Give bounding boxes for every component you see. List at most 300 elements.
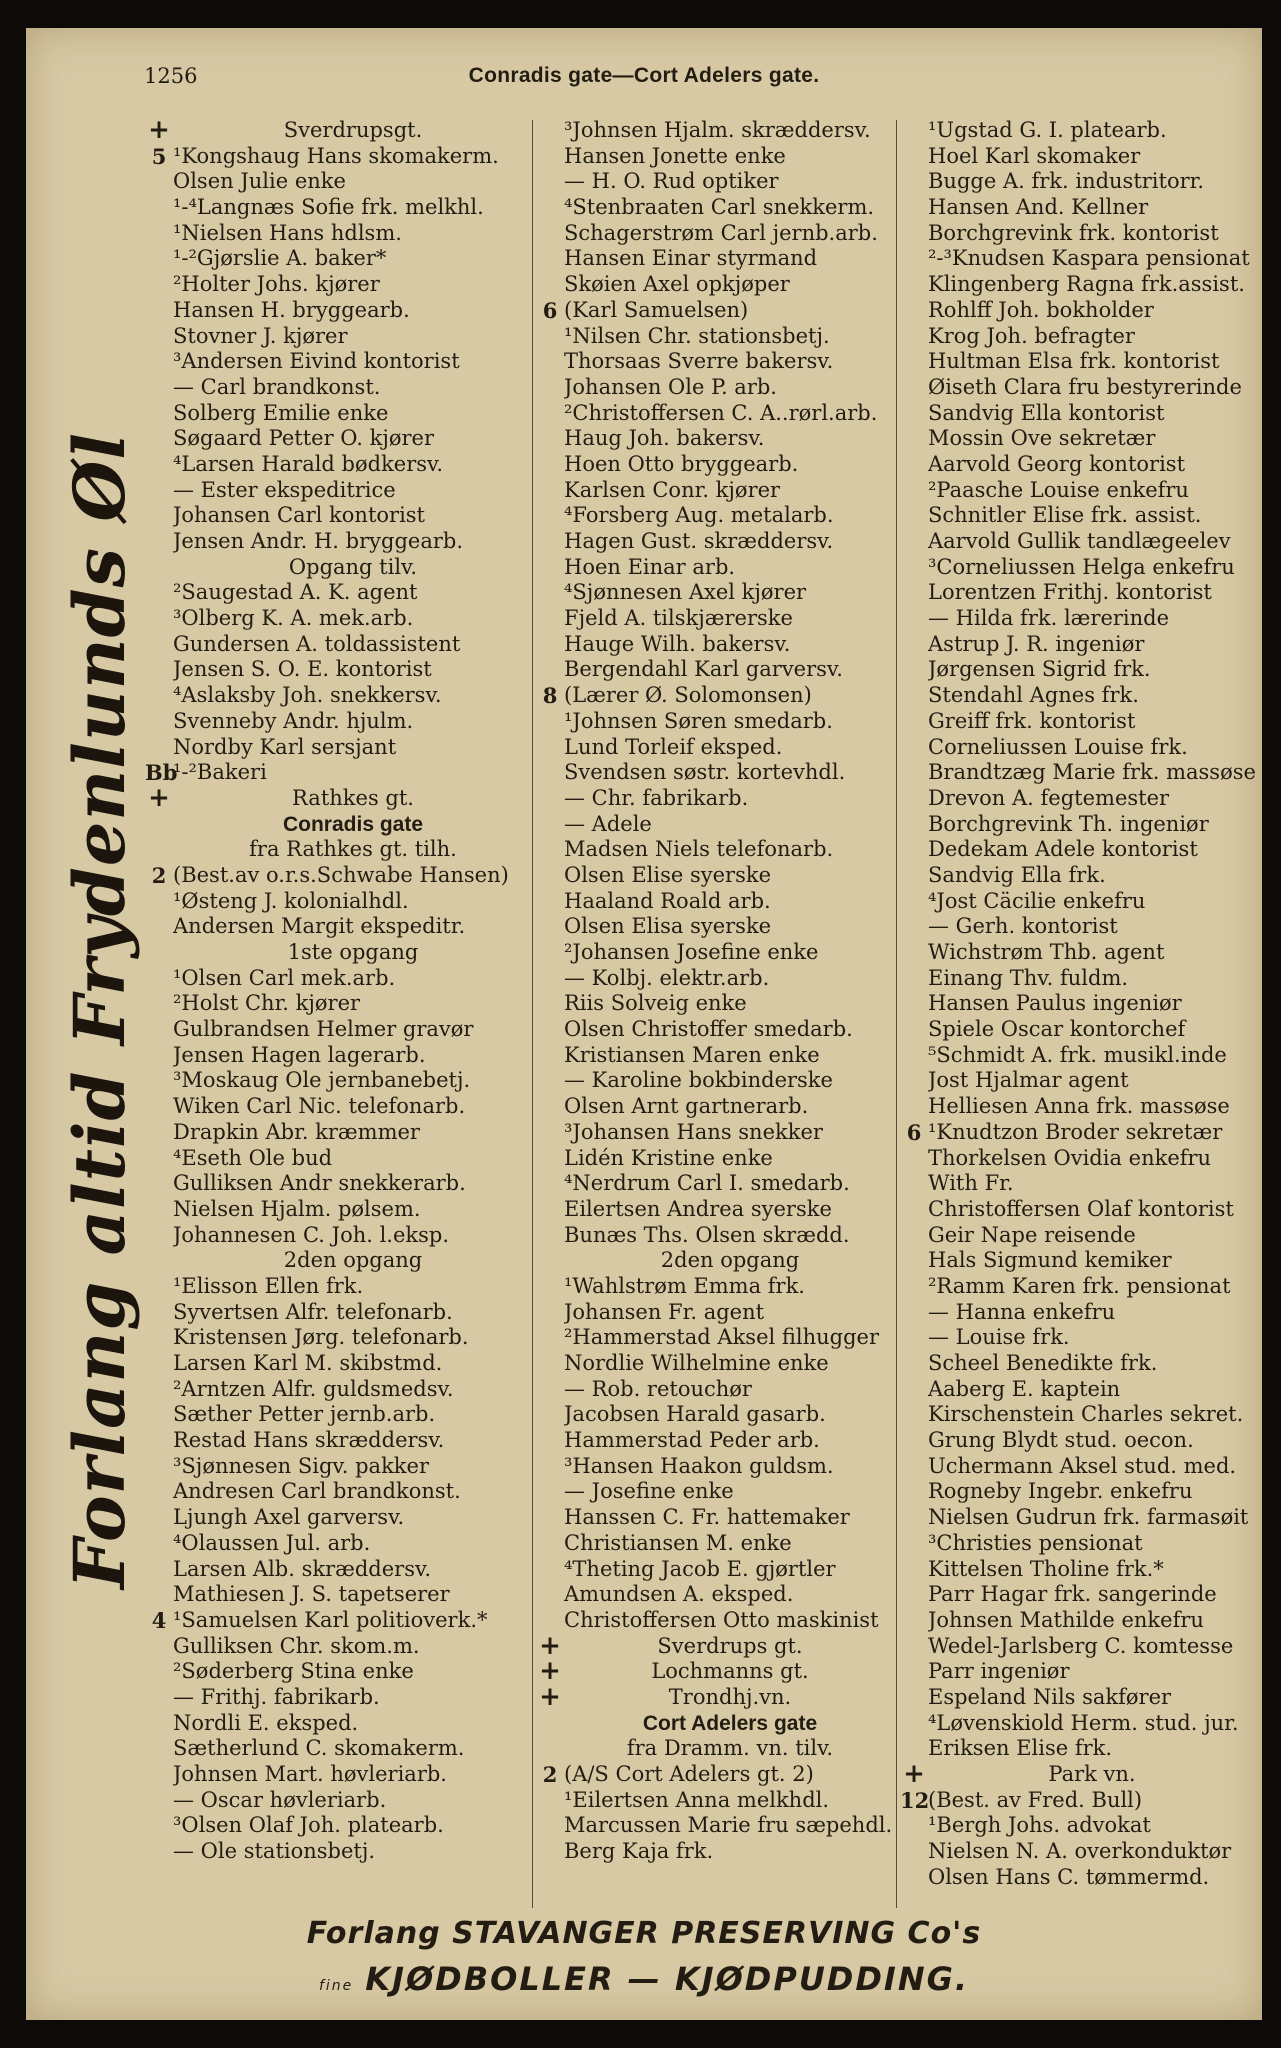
- footer-product-names: KJØDBOLLER — KJØDPUDDING.: [365, 1960, 970, 1998]
- directory-entry: [900, 1762, 1256, 1788]
- entry-text: Schnitler Elise frk. assist.: [928, 503, 1202, 528]
- entry-text: Johansen Ole P. arb.: [564, 374, 777, 399]
- entry-text: Jost Hjalmar agent: [928, 1068, 1129, 1093]
- entry-text: Nielsen Gudrun frk. farmasøit: [928, 1505, 1249, 1530]
- directory-entry: [145, 118, 533, 144]
- directory-entry: [536, 478, 896, 504]
- directory-entry: [900, 1094, 1256, 1120]
- entry-text: Geir Nape reisende: [928, 1222, 1136, 1247]
- directory-entry: [145, 837, 533, 863]
- entry-text: Hagen Gust. skræddersv.: [564, 529, 834, 553]
- entry-text: Drapkin Abr. kræmmer: [173, 1119, 420, 1144]
- entry-text: Helliesen Anna frk. massøse: [928, 1094, 1230, 1119]
- entry-text: Johansen Fr. agent: [564, 1299, 765, 1324]
- entry-text: Hansen Paulus ingeniør: [928, 991, 1182, 1016]
- entry-marker: +: [148, 785, 170, 812]
- directory-entry: [900, 375, 1256, 401]
- entry-text: (Best. av Fred. Bull): [928, 1787, 1143, 1812]
- entry-text: Svenneby Andr. hjulm.: [173, 708, 414, 733]
- directory-entry: [900, 1351, 1256, 1377]
- entry-text: Sætherlund C. skomakerm.: [173, 1736, 465, 1761]
- page-number: 1256: [144, 64, 198, 88]
- directory-entry: [145, 1454, 533, 1480]
- entry-text: Astrup J. R. ingeniør: [928, 631, 1145, 656]
- directory-entry: [145, 657, 533, 683]
- directory-entry: [536, 195, 896, 221]
- directory-entry: [536, 1428, 896, 1454]
- entry-text: — Louise frk.: [928, 1325, 1070, 1350]
- entry-text: Hansen Jonette enke: [564, 143, 786, 168]
- entry-text: ⁴Løvenskiold Herm. stud. jur.: [928, 1710, 1239, 1735]
- entry-text: ⁴Aslaksby Joh. snekkersv.: [173, 683, 442, 708]
- entry-marker: +: [148, 118, 170, 144]
- directory-entry: [536, 1531, 896, 1557]
- directory-entry: [145, 1248, 533, 1274]
- entry-text: 2den opgang: [283, 1248, 423, 1273]
- entry-text: Eilertsen Andrea syerske: [564, 1196, 832, 1221]
- entry-text: Gulbrandsen Helmer gravør: [173, 1017, 474, 1042]
- directory-entry: [536, 1043, 896, 1069]
- entry-text: ⁴Nerdrum Carl I. smedarb.: [564, 1171, 850, 1196]
- directory-entry: [536, 529, 896, 555]
- directory-entry: [536, 426, 896, 452]
- entry-marker: 6: [906, 1119, 922, 1145]
- directory-entry: [145, 426, 533, 452]
- directory-entry: [145, 863, 533, 889]
- directory-entry: [536, 272, 896, 298]
- directory-entry: [536, 1402, 896, 1428]
- entry-text: Mathiesen J. S. tapetserer: [173, 1582, 450, 1607]
- directory-entry: [145, 632, 533, 658]
- directory-entry: [536, 1325, 896, 1351]
- directory-entry: [145, 1094, 533, 1120]
- directory-entry: [145, 1197, 533, 1223]
- entry-text: Hanssen C. Fr. hattemaker: [564, 1505, 850, 1530]
- directory-entry: [536, 837, 896, 863]
- directory-entry: [536, 1788, 896, 1814]
- entry-text: Trondhj.vn.: [564, 1685, 896, 1711]
- entry-text: Wichstrøm Thb. agent: [928, 940, 1165, 964]
- entry-text: ⁴Olaussen Jul. arb.: [173, 1530, 371, 1555]
- directory-entry: [145, 735, 533, 761]
- directory-entry: [536, 401, 896, 427]
- directory-entry: [900, 401, 1256, 427]
- entry-text: ⁵Schmidt A. frk. musikl.inde: [928, 1042, 1227, 1067]
- entry-marker: 8: [542, 683, 558, 709]
- entry-text: Rathkes gt.: [173, 786, 533, 812]
- entry-text: Klingenberg Ragna frk.assist.: [928, 272, 1245, 297]
- entry-text: ²Søderberg Stina enke: [173, 1659, 414, 1684]
- entry-marker: +: [903, 1762, 925, 1788]
- entry-text: ²Paasche Louise enkefru: [928, 477, 1189, 502]
- directory-entry: [900, 324, 1256, 350]
- entry-text: Einang Thv. fuldm.: [928, 965, 1129, 990]
- directory-entry: [900, 1325, 1256, 1351]
- entry-text: ¹Johnsen Søren smedarb.: [564, 708, 833, 733]
- entry-text: Larsen Alb. skræddersv.: [173, 1556, 432, 1581]
- entry-text: — Ole stationsbetj.: [173, 1839, 376, 1864]
- entry-text: Madsen Niels telefonarb.: [564, 837, 834, 862]
- directory-entry: [536, 1557, 896, 1583]
- directory-entry: [900, 246, 1256, 272]
- entry-text: Lund Torleif eksped.: [564, 734, 783, 759]
- directory-entry: [900, 1043, 1256, 1069]
- directory-entry: [536, 1068, 896, 1094]
- entry-text: — Josefine enke: [564, 1479, 734, 1504]
- directory-entry: [145, 1531, 533, 1557]
- directory-entry: [900, 1634, 1256, 1660]
- entry-text: — H. O. Rud optiker: [564, 169, 779, 194]
- entry-text: ³Johansen Hans snekker: [564, 1119, 823, 1144]
- directory-entry: [536, 1685, 896, 1711]
- directory-entry: [145, 1017, 533, 1043]
- directory-entry: [536, 1120, 896, 1146]
- entry-text: (Lærer Ø. Solomonsen): [564, 683, 812, 708]
- directory-entry: [536, 1377, 896, 1403]
- directory-entry: [145, 1428, 533, 1454]
- directory-entry: [900, 940, 1256, 966]
- directory-entry: [145, 1223, 533, 1249]
- entry-text: Scheel Benedikte frk.: [928, 1351, 1158, 1375]
- entry-text: Jørgensen Sigrid frk.: [928, 657, 1151, 682]
- entry-text: Hansen And. Kellner: [928, 195, 1149, 220]
- entry-text: — Adele: [564, 811, 652, 836]
- directory-entry: [145, 298, 533, 324]
- entry-text: ¹Ugstad G. I. platearb.: [928, 118, 1167, 142]
- directory-entry: [900, 298, 1256, 324]
- entry-text: Rogneby Ingebr. enkefru: [928, 1479, 1193, 1504]
- directory-entry: [900, 144, 1256, 170]
- directory-entry: [145, 221, 533, 247]
- entry-text: Stovner J. kjører: [173, 323, 348, 348]
- street-name: Cort Adelers gate: [642, 1711, 818, 1735]
- directory-entry: [145, 452, 533, 478]
- directory-entry: [900, 169, 1256, 195]
- directory-entry: [900, 1788, 1256, 1814]
- entry-text: Jacobsen Harald gasarb.: [564, 1402, 826, 1427]
- entry-text: — Carl brandkonst.: [173, 374, 381, 399]
- entry-text: Skøien Axel opkjøper: [564, 272, 790, 297]
- directory-entry: [145, 940, 533, 966]
- directory-entry: [145, 1171, 533, 1197]
- entry-text: Corneliussen Louise frk.: [928, 734, 1188, 759]
- directory-entry: [536, 375, 896, 401]
- directory-entry: [900, 1813, 1256, 1839]
- entry-text: Uchermann Aksel stud. med.: [928, 1453, 1237, 1478]
- directory-entry: [145, 478, 533, 504]
- directory-entry: [145, 1325, 533, 1351]
- entry-text: Borchgrevink frk. kontorist: [928, 220, 1219, 245]
- entry-text: Aarvold Gullik tandlægeelev: [928, 529, 1231, 553]
- entry-text: Johnsen Mart. høvleriarb.: [173, 1762, 447, 1786]
- entry-text: Hauge Wilh. bakersv.: [564, 631, 791, 656]
- directory-entry: [145, 914, 533, 940]
- entry-text: — Hanna enkefru: [928, 1299, 1116, 1324]
- entry-text: Johansen Carl kontorist: [173, 503, 425, 528]
- directory-entry: [536, 298, 896, 324]
- directory-entry: [536, 1736, 896, 1762]
- entry-text: Gulliksen Andr snekkerarb.: [173, 1171, 466, 1196]
- entry-text: Schagerstrøm Carl jernb.arb.: [564, 220, 878, 245]
- directory-column-3: [900, 118, 1256, 1890]
- entry-text: ⁴Larsen Harald bødkersv.: [173, 451, 444, 476]
- entry-text: Christoffersen Otto maskinist: [564, 1607, 879, 1632]
- directory-entry: [536, 555, 896, 581]
- directory-entry: [145, 375, 533, 401]
- directory-entry: [900, 657, 1256, 683]
- entry-text: Wedel-Jarlsberg C. komtesse: [928, 1633, 1234, 1658]
- entry-text: Johannesen C. Joh. l.eksp.: [173, 1222, 450, 1247]
- footer-advertisement: [26, 1912, 1262, 2009]
- entry-text: ⁴Eseth Ole bud: [173, 1145, 333, 1170]
- directory-entry: [536, 580, 896, 606]
- directory-entry: [145, 555, 533, 581]
- entry-text: Nordby Karl sersjant: [173, 734, 397, 759]
- entry-text: Parr Hagar frk. sangerinde: [928, 1582, 1217, 1607]
- directory-column-2: [536, 118, 896, 1865]
- entry-text: Andersen Margit ekspeditr.: [173, 914, 466, 939]
- directory-entry: [900, 221, 1256, 247]
- directory-entry: [900, 1274, 1256, 1300]
- entry-text: Espeland Nils sakfører: [928, 1684, 1172, 1709]
- entry-text: Hals Sigmund kemiker: [928, 1248, 1172, 1273]
- directory-entry: [145, 529, 533, 555]
- directory-entry: [145, 272, 533, 298]
- directory-entry: [145, 760, 533, 786]
- entry-text: Dedekam Adele kontorist: [928, 837, 1198, 862]
- directory-entry: [900, 452, 1256, 478]
- directory-entry: [900, 1017, 1256, 1043]
- directory-entry: [536, 1634, 896, 1660]
- directory-entry: [900, 1377, 1256, 1403]
- directory-entry: [900, 529, 1256, 555]
- directory-entry: [145, 144, 533, 170]
- entry-text: ⁴Stenbraaten Carl snekkerm.: [564, 195, 875, 220]
- directory-entry: [900, 1505, 1256, 1531]
- directory-entry: [536, 1659, 896, 1685]
- directory-entry: [900, 1659, 1256, 1685]
- entry-text: Syvertsen Alfr. telefonarb.: [173, 1299, 453, 1324]
- directory-entry: [536, 1839, 896, 1865]
- directory-entry: [536, 786, 896, 812]
- directory-entry: [145, 1300, 533, 1326]
- directory-entry: [900, 709, 1256, 735]
- entry-text: Mossin Ove sekretær: [928, 426, 1156, 451]
- entry-text: ³Sjønnesen Sigv. pakker: [173, 1453, 429, 1478]
- entry-text: Andresen Carl brandkonst.: [173, 1479, 461, 1504]
- entry-text: ²Ramm Karen frk. pensionat: [928, 1273, 1231, 1298]
- directory-entry: [145, 1479, 533, 1505]
- directory-entry: [900, 786, 1256, 812]
- entry-text: With Fr.: [928, 1171, 1014, 1196]
- entry-text: — Oscar høvleriarb.: [173, 1787, 387, 1812]
- directory-entry: [900, 1557, 1256, 1583]
- directory-entry: [536, 709, 896, 735]
- directory-entry: [145, 1146, 533, 1172]
- entry-text: ¹Olsen Carl mek.arb.: [173, 965, 396, 990]
- directory-entry: [536, 966, 896, 992]
- entry-text: Hoen Otto bryggearb.: [564, 451, 799, 476]
- entry-text: ³Olberg K. A. mek.arb.: [173, 606, 414, 631]
- directory-entry: [145, 1351, 533, 1377]
- entry-text: Opgang tilv.: [288, 554, 418, 579]
- entry-text: Greiff frk. kontorist: [928, 708, 1136, 733]
- entry-text: Bugge A. frk. industritorr.: [928, 169, 1205, 194]
- entry-text: Hoen Einar arb.: [564, 554, 736, 579]
- entry-text: ²Johansen Josefine enke: [564, 940, 819, 964]
- directory-entry: [900, 1248, 1256, 1274]
- entry-text: — Chr. fabrikarb.: [564, 785, 749, 810]
- entry-marker: 2: [542, 1762, 558, 1787]
- directory-entry: [900, 914, 1256, 940]
- directory-entry: [536, 1248, 896, 1274]
- directory-entry: [900, 349, 1256, 375]
- directory-entry: [900, 580, 1256, 606]
- entry-marker: 5: [151, 143, 167, 169]
- entry-text: ¹Samuelsen Karl politioverk.*: [173, 1607, 488, 1632]
- street-heading: [536, 1711, 896, 1737]
- footer-advertisement-line-2: [26, 1956, 1262, 2009]
- vertical-advertisement: [54, 431, 144, 1589]
- directory-entry: [145, 1659, 533, 1685]
- directory-entry: [145, 1377, 533, 1403]
- street-name: Conradis gate: [282, 812, 424, 836]
- directory-entry: [536, 657, 896, 683]
- directory-entry: [536, 1582, 896, 1608]
- directory-entry: [900, 889, 1256, 915]
- directory-entry: [145, 1634, 533, 1660]
- entry-text: Øiseth Clara fru bestyrerinde: [928, 374, 1242, 399]
- directory-page: [26, 28, 1262, 2020]
- entry-text: ³Hansen Haakon guldsm.: [564, 1453, 834, 1478]
- directory-entry: [145, 503, 533, 529]
- directory-entry: [145, 349, 533, 375]
- directory-entry: [145, 169, 533, 195]
- directory-entry: [900, 1120, 1256, 1146]
- entry-text: ⁴Forsberg Aug. metalarb.: [564, 503, 834, 528]
- entry-text: ²Holst Chr. kjører: [173, 991, 361, 1016]
- entry-text: Spiele Oscar kontorchef: [928, 1017, 1186, 1042]
- directory-entry: [145, 1120, 533, 1146]
- directory-entry: [536, 452, 896, 478]
- entry-text: ¹Eilertsen Anna melkhdl.: [564, 1787, 830, 1812]
- entry-text: Brandtzæg Marie frk. massøse: [928, 760, 1256, 785]
- directory-entry: [900, 1402, 1256, 1428]
- entry-text: Eriksen Elise frk.: [928, 1736, 1113, 1761]
- directory-entry: [900, 606, 1256, 632]
- directory-entry: [900, 1582, 1256, 1608]
- directory-entry: [900, 1711, 1256, 1737]
- entry-text: ³Corneliussen Helga enkefru: [928, 554, 1235, 579]
- directory-entry: [536, 349, 896, 375]
- entry-text: ²Christoffersen C. A..rørl.arb.: [564, 400, 878, 425]
- vertical-advertisement-text: Forlang altid Frydenlunds Øl: [57, 431, 141, 1589]
- entry-text: Borchgrevink Th. ingeniør: [928, 811, 1209, 836]
- directory-entry: [536, 1454, 896, 1480]
- directory-entry: [536, 1197, 896, 1223]
- entry-text: Larsen Karl M. skibstmd.: [173, 1351, 443, 1375]
- entry-text: Karlsen Conr. kjører: [564, 477, 781, 502]
- directory-entry: [900, 1146, 1256, 1172]
- directory-entry: [536, 1274, 896, 1300]
- directory-entry: [900, 966, 1256, 992]
- directory-entry: [536, 1223, 896, 1249]
- directory-entry: [536, 735, 896, 761]
- entry-text: Haaland Roald arb.: [564, 888, 771, 913]
- entry-text: ³Christies pensionat: [928, 1530, 1143, 1555]
- directory-entry: [900, 426, 1256, 452]
- entry-marker: +: [539, 1633, 561, 1660]
- street-heading: [145, 812, 533, 838]
- page-title: Conradis gate—Cort Adelers gate.: [468, 64, 820, 87]
- directory-entry: [536, 1762, 896, 1788]
- directory-entry: [145, 1582, 533, 1608]
- entry-text: Nordlie Wilhelmine enke: [564, 1351, 829, 1375]
- directory-entry: [900, 1685, 1256, 1711]
- entry-text: ³Johnsen Hjalm. skræddersv.: [564, 118, 871, 142]
- directory-entry: [145, 1685, 533, 1711]
- entry-text: — Kolbj. elektr.arb.: [564, 965, 770, 990]
- entry-marker: 4: [151, 1607, 167, 1633]
- entry-marker: Bb: [145, 760, 178, 786]
- directory-entry: [145, 580, 533, 606]
- entry-text: ⁴Sjønnesen Axel kjører: [564, 580, 807, 605]
- entry-marker: 12: [900, 1787, 930, 1813]
- entry-text: — Ester ekspeditrice: [173, 477, 396, 502]
- directory-entry: [900, 1839, 1256, 1865]
- directory-entry: [145, 246, 533, 272]
- entry-text: Olsen Elisa syerske: [564, 914, 772, 939]
- entry-text: Aarvold Georg kontorist: [928, 451, 1186, 476]
- directory-entry: [536, 1608, 896, 1634]
- entry-text: fra Rathkes gt. tilh.: [249, 837, 457, 862]
- entry-text: (Karl Samuelsen): [564, 297, 749, 322]
- directory-entry: [536, 1300, 896, 1326]
- entry-text: Sverdrups gt.: [657, 1633, 803, 1658]
- entry-text: ¹Bergh Johs. advokat: [928, 1813, 1151, 1838]
- entry-text: ¹-⁴Langnæs Sofie frk. melkhl.: [173, 195, 484, 220]
- entry-text: Lorentzen Frithj. kontorist: [928, 580, 1212, 605]
- page-header: [26, 64, 1262, 104]
- directory-entry: [536, 503, 896, 529]
- directory-entry: [145, 1557, 533, 1583]
- entry-text: — Hilda frk. lærerinde: [928, 606, 1170, 631]
- entry-text: Amundsen A. eksped.: [564, 1582, 794, 1607]
- directory-entry: [900, 1300, 1256, 1326]
- directory-entry: [145, 786, 533, 812]
- directory-entry: [536, 812, 896, 838]
- directory-entry: [145, 195, 533, 221]
- entry-text: Jensen Andr. H. bryggearb.: [173, 529, 463, 553]
- entry-text: Marcussen Marie fru sæpehdl.: [564, 1813, 893, 1838]
- directory-entry: [536, 760, 896, 786]
- directory-entry: [145, 1839, 533, 1865]
- entry-text: (Best.av o.r.s.Schwabe Hansen): [173, 862, 509, 887]
- entry-text: Fjeld A. tilskjærerske: [564, 606, 793, 631]
- entry-text: 2den opgang: [660, 1248, 800, 1273]
- entry-text: ¹Knudtzon Broder sekretær: [928, 1119, 1223, 1144]
- entry-text: ¹Elisson Ellen frk.: [173, 1273, 364, 1298]
- directory-entry: [900, 1223, 1256, 1249]
- directory-entry: [145, 889, 533, 915]
- entry-text: Jensen Hagen lagerarb.: [173, 1042, 426, 1067]
- directory-entry: [145, 1711, 533, 1737]
- directory-entry: [536, 221, 896, 247]
- directory-entry: [900, 735, 1256, 761]
- entry-text: ⁴Jost Cäcilie enkefru: [928, 888, 1146, 913]
- directory-entry: [145, 1068, 533, 1094]
- entry-text: Solberg Emilie enke: [173, 400, 389, 425]
